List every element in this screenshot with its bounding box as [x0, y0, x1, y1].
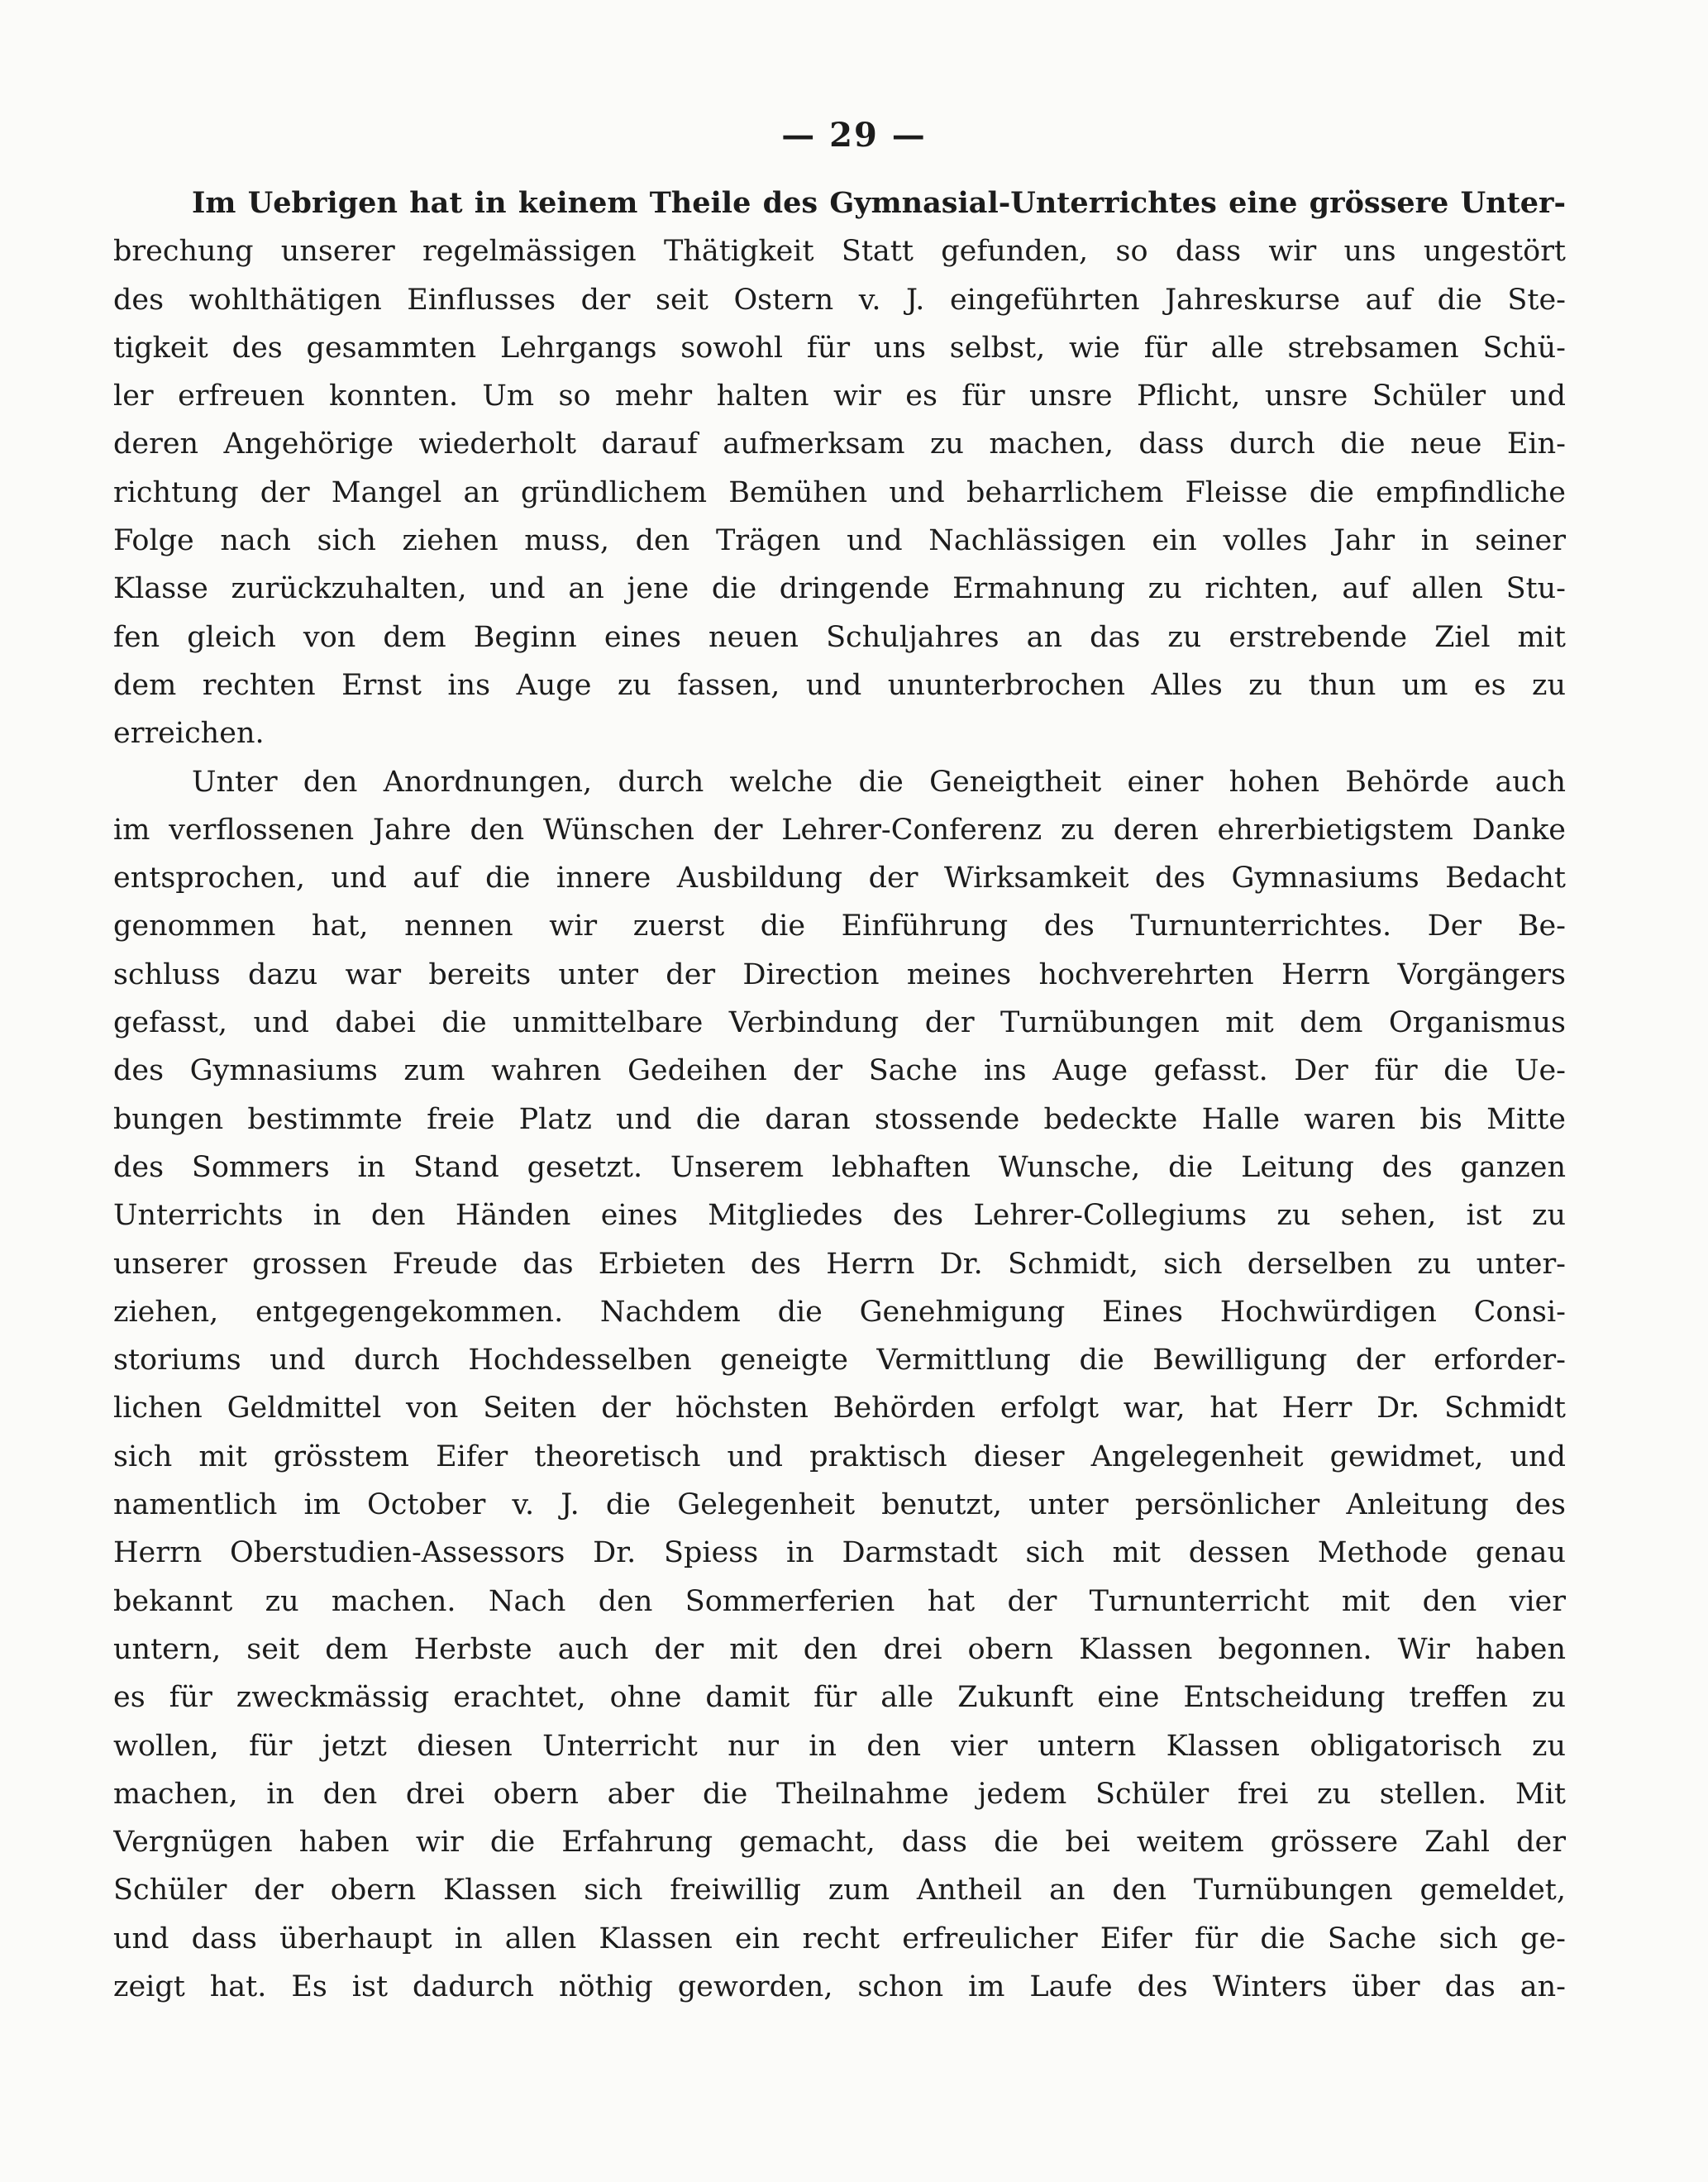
text-line: bungen bestimmte freie Platz und die daran stossende bedeckte Halle waren bis Mitte	[113, 1102, 1566, 1136]
text-line: fen gleich von dem Beginn eines neuen Schuljahres an das zu erstrebende Ziel mit	[113, 620, 1566, 654]
text-line: schluss dazu war bereits unter der Direction meines hochverehrten Herrn Vorgängers	[113, 957, 1566, 991]
text-line: dem rechten Ernst ins Auge zu fassen, und ununterbrochen Alles zu thun um es zu	[113, 668, 1566, 702]
text-line: Unter den Anordnungen, durch welche die Geneigtheit einer hohen Behörde auch	[192, 765, 1566, 799]
text-line: namentlich im October v. J. die Gelegenheit benutzt, unter persönlicher Anleitung des	[113, 1488, 1566, 1522]
paragraph-1	[113, 179, 1566, 758]
paragraph-2	[113, 758, 1566, 2012]
text-line: bekannt zu machen. Nach den Sommerferien hat der Turnunterricht mit den vier	[113, 1584, 1566, 1618]
text-line: lichen Geldmittel von Seiten der höchsten Behörden erfolgt war, hat Herr Dr. Schmidt	[113, 1392, 1566, 1425]
text-line: sich mit grösstem Eifer theoretisch und praktisch dieser Angelegenheit gewidmet, und	[113, 1440, 1566, 1473]
page-number: — 29 —	[781, 116, 927, 155]
text-line: ziehen, entgegengekommen. Nachdem die Genehmigung Eines Hochwürdigen Consi-	[113, 1295, 1566, 1329]
text-line: gefasst, und dabei die unmittelbare Verbindung der Turnübungen mit dem Organismus	[113, 1006, 1566, 1040]
text-line: des wohlthätigen Einflusses der seit Ostern v. J. eingeführten Jahreskurse auf die Ste-	[113, 283, 1566, 317]
text-line: Herrn Oberstudien-Assessors Dr. Spiess in Darmstadt sich mit dessen Methode genau	[113, 1536, 1566, 1570]
text-line: brechung unserer regelmässigen Thätigkeit Statt gefunden, so dass wir uns ungestört	[113, 235, 1566, 269]
text-line: des Sommers in Stand gesetzt. Unserem lebhaften Wunsche, die Leitung des ganzen	[113, 1150, 1566, 1184]
text-line: Im Uebrigen hat in keinem Theile des Gymnasial-Unterrichtes eine grössere Unter-	[192, 186, 1566, 220]
text-line: wollen, für jetzt diesen Unterricht nur in den vier untern Klassen obligatorisch zu	[113, 1729, 1566, 1763]
text-line: Vergnügen haben wir die Erfahrung gemacht, dass die bei weitem grössere Zahl der	[113, 1826, 1566, 1860]
text-line: richtung der Mangel an gründlichem Bemühen und beharrlichem Fleisse die empfindliche	[113, 475, 1566, 509]
text-line: untern, seit dem Herbste auch der mit den drei obern Klassen begonnen. Wir haben	[113, 1632, 1566, 1666]
text-line: des Gymnasiums zum wahren Gedeihen der Sache ins Auge gefasst. Der für die Ue-	[113, 1054, 1566, 1088]
text-line: im verflossenen Jahre den Wünschen der Lehrer-Conferenz zu deren ehrerbietigstem Danke	[113, 813, 1566, 847]
text-line: und dass überhaupt in allen Klassen ein recht erfreulicher Eifer für die Sache sich ge-	[113, 1922, 1566, 1955]
text-line: machen, in den drei obern aber die Theilnahme jedem Schüler frei zu stellen. Mit	[113, 1777, 1566, 1811]
text-line: Schüler der obern Klassen sich freiwillig zum Antheil an den Turnübungen gemeldet,	[113, 1874, 1566, 1907]
text-line: ler erfreuen konnten. Um so mehr halten wir es für unsre Pflicht, unsre Schüler und	[113, 380, 1566, 413]
text-line: deren Angehörige wiederholt darauf aufmerksam zu machen, dass durch die neue Ein-	[113, 427, 1566, 461]
body-text	[113, 179, 1566, 2011]
text-line: Klasse zurückzuhalten, und an jene die dringende Ermahnung zu richten, auf allen Stu-	[113, 572, 1566, 606]
text-line: tigkeit des gesammten Lehrgangs sowohl für uns selbst, wie für alle strebsamen Schü-	[113, 331, 1566, 365]
text-line: zeigt hat. Es ist dadurch nöthig geworden, schon im Laufe des Winters über das an-	[113, 1970, 1566, 2003]
text-line: entsprochen, und auf die innere Ausbildung der Wirksamkeit des Gymnasiums Bedacht	[113, 862, 1566, 895]
text-line: erreichen.	[113, 717, 265, 751]
text-line: genommen hat, nennen wir zuerst die Einführung des Turnunterrichtes. Der Be-	[113, 910, 1566, 943]
text-line: es für zweckmässig erachtet, ohne damit für alle Zukunft eine Entscheidung treffen zu	[113, 1681, 1566, 1715]
text-line: Unterrichts in den Händen eines Mitgliedes des Lehrer-Collegiums zu sehen, ist zu	[113, 1199, 1566, 1233]
text-line: unserer grossen Freude das Erbieten des Herrn Dr. Schmidt, sich derselben zu unter-	[113, 1247, 1566, 1281]
text-line: Folge nach sich ziehen muss, den Trägen und Nachlässigen ein volles Jahr in seiner	[113, 524, 1566, 558]
text-line: storiums und durch Hochdesselben geneigte Vermittlung die Bewilligung der erforder-	[113, 1344, 1566, 1377]
